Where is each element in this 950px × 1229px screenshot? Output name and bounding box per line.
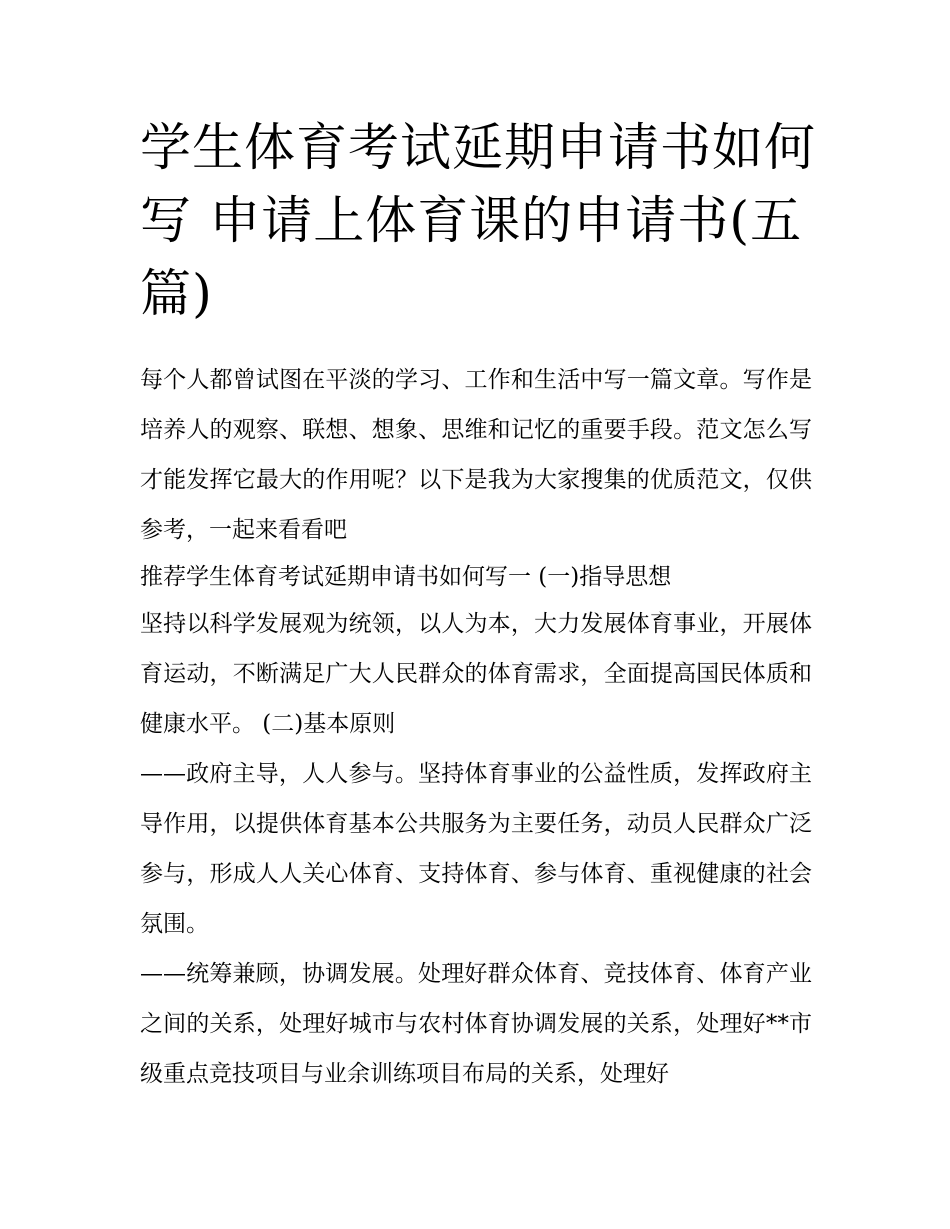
intro-paragraph: 每个人都曾试图在平淡的学习、工作和生活中写一篇文章。写作是培养人的观察、联想、想象、思维和记忆的重要手段。范文怎么写才能发挥它最大的作用呢？以下是我为大家搜集的优质范文，仅供参考，一起来看看吧	[140, 367, 812, 543]
document-body	[140, 355, 812, 1099]
government-led-paragraph: ——政府主导，人人参与。坚持体育事业的公益性质，发挥政府主导作用，以提供体育基本公共服务为主要任务，动员人民群众广泛参与，形成人人关心体育、支持体育、参与体育、重视健康的社会氛围。	[140, 761, 812, 937]
section-heading: 推荐学生体育考试延期申请书如何写一 (一)指导思想	[140, 564, 672, 590]
document-title: 学生体育考试延期申请书如何写 申请上体育课的申请书(五篇)	[140, 119, 817, 324]
coordinated-development-paragraph: ——统筹兼顾，协调发展。处理好群众体育、竞技体育、体育产业之间的关系，处理好城市与农村体育协调发展的关系，处理好**市级重点竞技项目与业余训练项目布局的关系，处理好	[140, 961, 812, 1087]
guiding-principle-paragraph: 坚持以科学发展观为统领，以人为本，大力发展体育事业，开展体育运动，不断满足广大人民群众的体育需求，全面提高国民体质和健康水平。 (二)基本原则	[140, 611, 812, 737]
